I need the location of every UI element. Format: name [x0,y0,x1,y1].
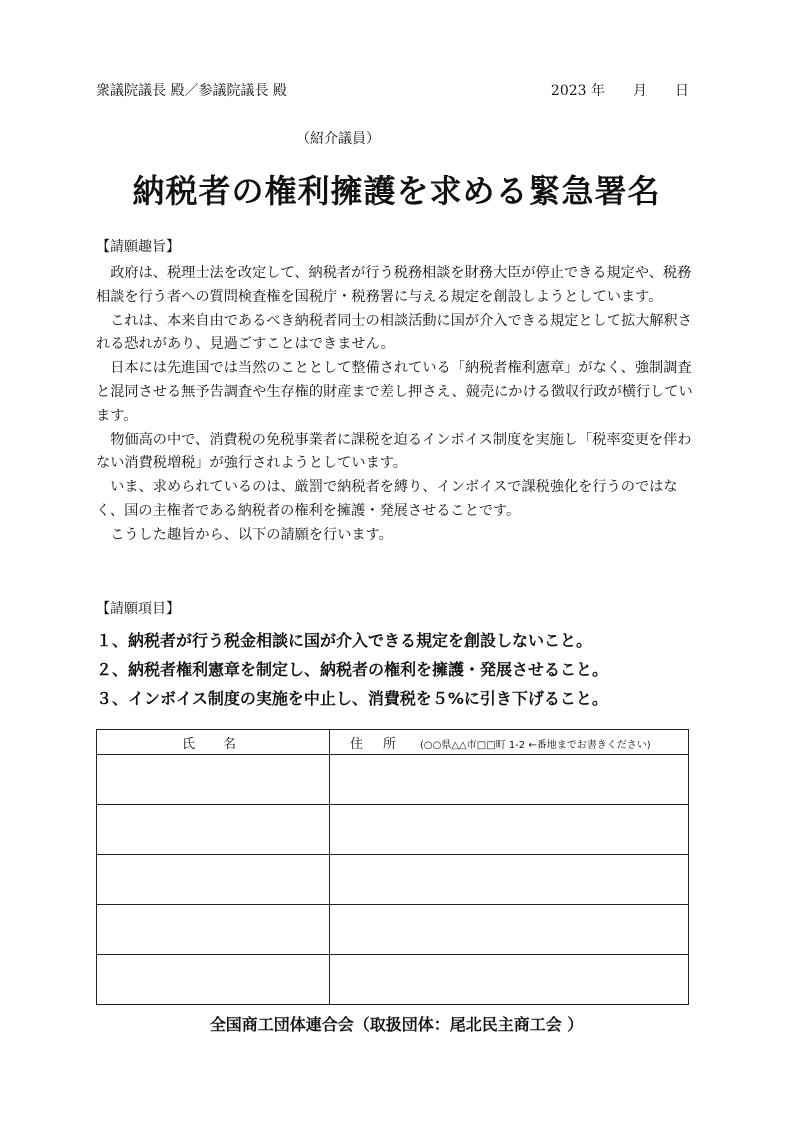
introducer-label: （紹介議員） [296,131,380,147]
signature-row [97,855,689,905]
address-note: (○○県△△市□□町 1-2 ←番地までお書きください) [420,739,651,751]
purpose-paragraph: 日本には先進国では当然のこととして整備されている「納税者権利憲章」がなく、強制調査と混同させる無予告調査や生存権的財産まで差し押さえ、競売にかける徴収行政が横行しています。 [96,360,693,424]
name-cell[interactable] [97,955,330,1005]
addressee: 衆議院議長 殿／参議院議長 殿 [96,83,287,99]
petition-item: ３、インボイス制度の実施を中止し、消費税を５%に引き下げること。 [96,689,608,708]
purpose-paragraph: いま、求められているのは、厳罰で納税者を縛り、インボイスで課税強化を行うのではなく、国の主権者である納税者の権利を擁護・発展させることです。 [96,479,678,519]
address-cell[interactable] [330,755,689,805]
name-cell[interactable] [97,755,330,805]
purpose-paragraph: 物価高の中で、消費税の免税事業者に課税を迫るインボイス制度を実施し「税率変更を伴わない消費税増税」が強行されようとしています。 [96,431,692,472]
address-cell[interactable] [330,955,689,1005]
date-field: 2023 年 月 日 [550,83,689,99]
name-cell[interactable] [97,905,330,955]
page-title: 納税者の権利擁護を求める緊急署名 [132,172,661,210]
purpose-body [96,262,704,548]
petition-heading: 【請願項目】 [96,601,180,617]
address-column-header [330,730,689,755]
petition-item: １、納税者が行う税金相談に国が介入できる規定を創設しないこと。 [96,631,593,650]
signature-row [97,805,689,855]
purpose-paragraph: これは、本来自由であるべき納税者同士の相談活動に国が介入できる規定として拡大解釈される恐れがあり、見過ごすことはできません。 [96,312,692,353]
purpose-heading: 【請願趣旨】 [96,239,180,255]
petition-items [96,626,706,713]
address-cell[interactable] [330,805,689,855]
name-column-header: 氏名 [97,730,330,755]
petition-item: ２、納税者権利憲章を制定し、納税者の権利を擁護・発展させること。 [96,660,609,679]
signature-table [96,729,689,1005]
purpose-paragraph: 政府は、税理士法を改定して、納税者が行う税務相談を財務大臣が停止できる規定や、税務相談を行う者への質問検査権を国税庁・税務署に与える規定を創設しようとしています。 [96,265,692,305]
header [96,80,689,100]
signature-row [97,955,689,1005]
signature-row [97,755,689,805]
signature-table-header [97,730,689,755]
address-cell[interactable] [330,905,689,955]
organization-footer: 全国商工団体連合会（取扱団体：尾北民主商工会 ） [209,1015,584,1034]
address-header-label: 住所 [350,736,417,752]
name-cell[interactable] [97,805,330,855]
name-cell[interactable] [97,855,330,905]
purpose-paragraph: こうした趣旨から、以下の請願を行います。 [110,526,393,543]
address-cell[interactable] [330,855,689,905]
signature-row [97,905,689,955]
